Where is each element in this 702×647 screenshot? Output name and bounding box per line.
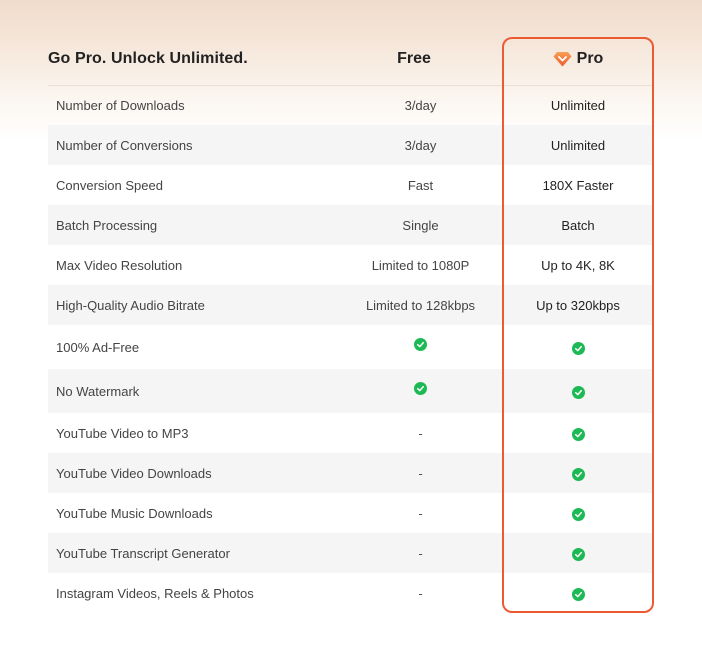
free-value (348, 336, 493, 351)
feature-label: YouTube Music Downloads (56, 505, 213, 521)
table-row (48, 453, 653, 493)
free-value: 3/day (404, 97, 437, 113)
pro-value: 180X Faster (542, 177, 614, 193)
table-row (48, 573, 653, 613)
free-value: - (418, 465, 423, 481)
free-value: Limited to 128kbps (365, 297, 476, 313)
free-value: 3/day (404, 137, 437, 153)
pro-value (503, 425, 653, 440)
feature-label: YouTube Transcript Generator (56, 545, 230, 561)
table-row (48, 369, 653, 413)
table-row (48, 85, 653, 125)
pro-value: Up to 320kbps (536, 297, 620, 313)
check-circle-icon (414, 382, 427, 395)
feature-label: 100% Ad-Free (56, 339, 140, 355)
pro-value (503, 545, 653, 560)
feature-label: Number of Conversions (56, 137, 193, 153)
check-circle-icon (572, 342, 585, 355)
table-row (48, 493, 653, 533)
free-column-header: Free (397, 50, 431, 67)
pro-value: Batch (561, 217, 595, 233)
table-row (48, 325, 653, 369)
pro-value: Up to 4K, 8K (541, 257, 615, 273)
free-value: - (418, 545, 423, 561)
table-header (48, 37, 653, 86)
check-circle-icon (572, 508, 585, 521)
table-row (48, 165, 653, 205)
pro-value: Unlimited (550, 137, 606, 153)
pro-value (503, 339, 653, 354)
check-circle-icon (572, 386, 585, 399)
table-row (48, 205, 653, 245)
feature-label: Number of Downloads (56, 97, 185, 113)
check-circle-icon (572, 428, 585, 441)
pro-value: Unlimited (550, 97, 606, 113)
free-value (348, 380, 493, 395)
table-row (48, 413, 653, 453)
check-circle-icon (572, 588, 585, 601)
table-row (48, 533, 653, 573)
check-circle-icon (572, 548, 585, 561)
pro-column-header (503, 50, 653, 68)
free-value: Limited to 1080P (371, 257, 470, 273)
check-circle-icon (414, 338, 427, 351)
check-circle-icon (572, 468, 585, 481)
table-row (48, 285, 653, 325)
feature-label: YouTube Video to MP3 (56, 425, 189, 441)
free-value: - (418, 585, 423, 601)
free-value: Fast (407, 177, 434, 193)
pro-value (503, 383, 653, 398)
pro-value (503, 465, 653, 480)
feature-rows (48, 85, 653, 613)
table-row (48, 125, 653, 165)
free-value: - (418, 505, 423, 521)
free-value: - (418, 425, 423, 441)
feature-label: YouTube Video Downloads (56, 465, 212, 481)
table-row (48, 245, 653, 285)
feature-label: No Watermark (56, 383, 140, 399)
feature-label: High-Quality Audio Bitrate (56, 297, 205, 313)
feature-label: Conversion Speed (56, 177, 163, 193)
pro-value (503, 585, 653, 600)
feature-label: Max Video Resolution (56, 257, 183, 273)
feature-label: Batch Processing (56, 217, 158, 233)
page-title: Go Pro. Unlock Unlimited. (48, 50, 248, 67)
pro-label: Pro (576, 50, 604, 67)
free-value: Single (402, 217, 439, 233)
feature-label: Instagram Videos, Reels & Photos (56, 585, 254, 601)
diamond-gem-icon (553, 51, 572, 67)
pro-value (503, 505, 653, 520)
